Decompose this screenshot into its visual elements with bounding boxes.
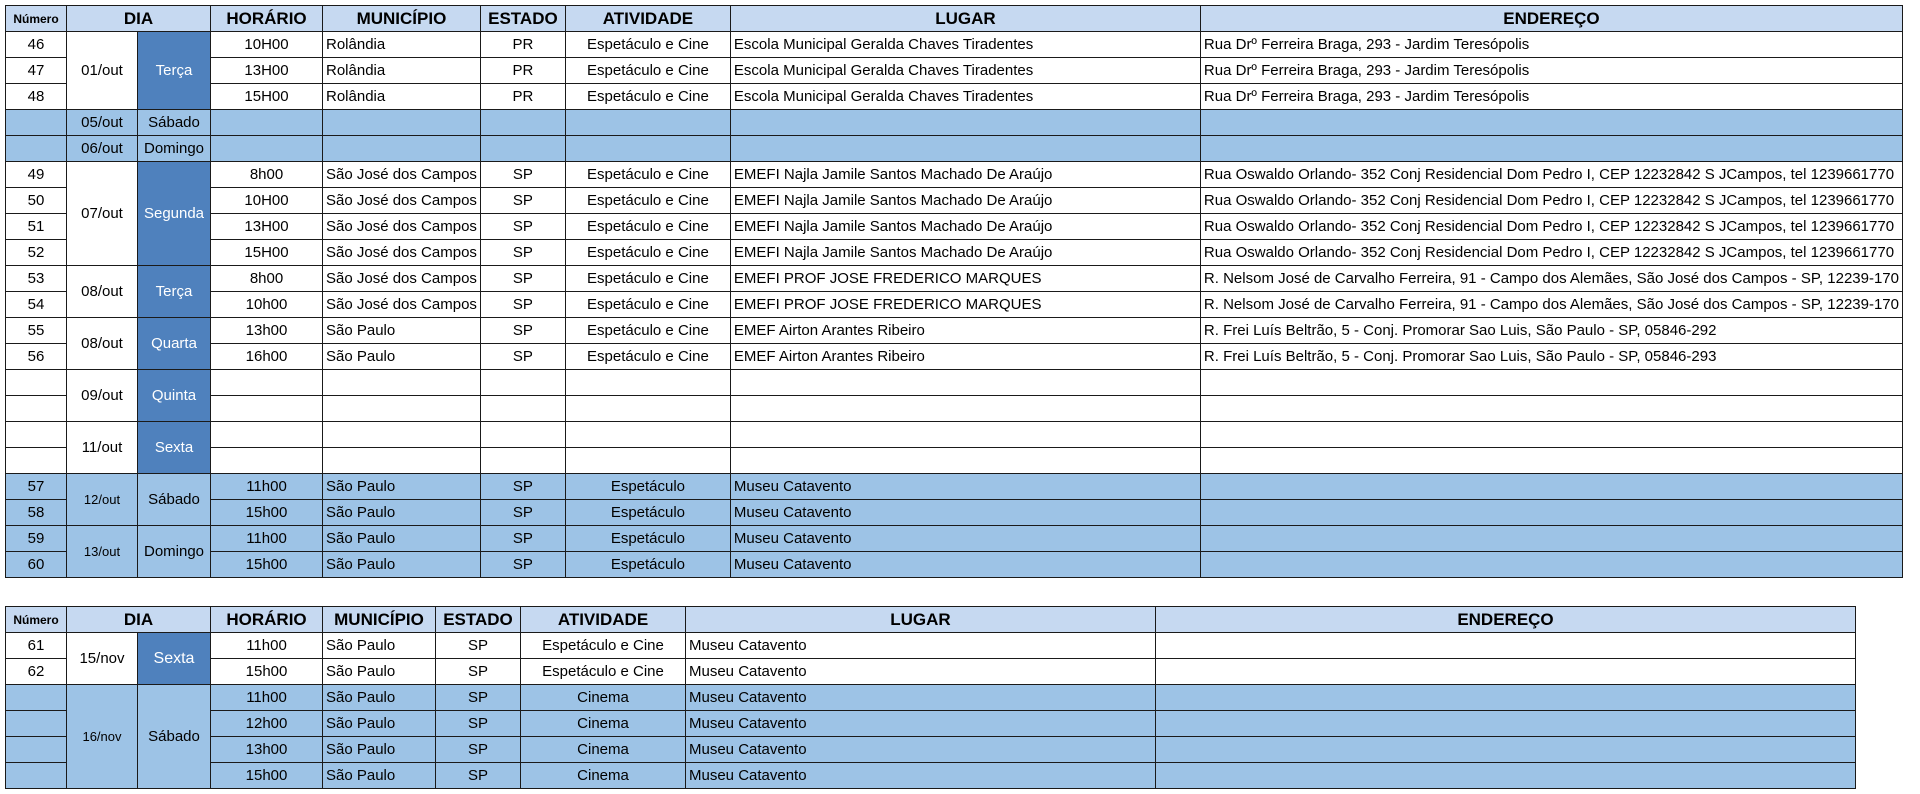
state-cell: SP: [480, 162, 565, 188]
place-cell: [730, 370, 1200, 396]
state-cell: SP: [480, 318, 565, 344]
activity-cell: Espetáculo e Cine: [521, 659, 686, 685]
state-cell: PR: [480, 58, 565, 84]
city-cell: São José dos Campos: [323, 240, 481, 266]
activity-cell: Cinema: [521, 711, 686, 737]
address-cell: [1200, 474, 1902, 500]
place-cell: [730, 136, 1200, 162]
weekday-cell: Domingo: [138, 526, 211, 578]
table-row: [6, 659, 1856, 685]
weekday-cell: Sexta: [138, 633, 211, 685]
place-cell: Museu Catavento: [730, 500, 1200, 526]
state-cell: SP: [480, 214, 565, 240]
place-cell: Museu Catavento: [730, 552, 1200, 578]
row-number: 51: [6, 214, 67, 240]
row-number: 58: [6, 500, 67, 526]
date-cell: 11/out: [67, 422, 138, 474]
time-cell: 15H00: [211, 84, 323, 110]
time-cell: [211, 110, 323, 136]
date-cell: 13/out: [67, 526, 138, 578]
city-cell: São José dos Campos: [323, 188, 481, 214]
activity-cell: Espetáculo e Cine: [521, 633, 686, 659]
place-cell: Museu Catavento: [686, 633, 1156, 659]
header-estado: ESTADO: [480, 6, 565, 32]
city-cell: São Paulo: [323, 318, 481, 344]
table-row: [6, 214, 1903, 240]
activity-cell: Espetáculo e Cine: [565, 188, 730, 214]
row-number: 52: [6, 240, 67, 266]
table-row: [6, 474, 1903, 500]
table-row: [6, 136, 1903, 162]
city-cell: [323, 422, 481, 448]
activity-cell: Espetáculo e Cine: [565, 318, 730, 344]
address-cell: [1200, 552, 1902, 578]
place-cell: Museu Catavento: [686, 737, 1156, 763]
date-cell: 08/out: [67, 266, 138, 318]
city-cell: São Paulo: [323, 500, 481, 526]
city-cell: São Paulo: [323, 685, 436, 711]
time-cell: 13h00: [211, 737, 323, 763]
header-horario: HORÁRIO: [211, 607, 323, 633]
table-row: [6, 292, 1903, 318]
place-cell: EMEFI Najla Jamile Santos Machado De Araújo: [730, 162, 1200, 188]
place-cell: Escola Municipal Geralda Chaves Tiradentes: [730, 58, 1200, 84]
activity-cell: Espetáculo: [565, 474, 730, 500]
place-cell: Escola Municipal Geralda Chaves Tiradentes: [730, 84, 1200, 110]
row-number: [6, 685, 67, 711]
activity-cell: [565, 396, 730, 422]
address-cell: [1200, 448, 1902, 474]
row-number: 55: [6, 318, 67, 344]
time-cell: [211, 370, 323, 396]
table-row: [6, 526, 1903, 552]
activity-cell: Cinema: [521, 685, 686, 711]
place-cell: Escola Municipal Geralda Chaves Tiradentes: [730, 32, 1200, 58]
state-cell: [480, 110, 565, 136]
activity-cell: Espetáculo e Cine: [565, 32, 730, 58]
header-horario: HORÁRIO: [211, 6, 323, 32]
time-cell: 15H00: [211, 240, 323, 266]
header-atividade: ATIVIDADE: [565, 6, 730, 32]
address-cell: Rua Oswaldo Orlando- 352 Conj Residencial Dom Pedro I, CEP 12232842 S JCampos, tel 1239661770: [1200, 188, 1902, 214]
place-cell: EMEFI PROF JOSE FREDERICO MARQUES: [730, 292, 1200, 318]
time-cell: [211, 448, 323, 474]
weekday-cell: Sábado: [138, 110, 211, 136]
place-cell: EMEF Airton Arantes Ribeiro: [730, 344, 1200, 370]
table-row: [6, 711, 1856, 737]
time-cell: 12h00: [211, 711, 323, 737]
row-number: [6, 763, 67, 789]
time-cell: 10H00: [211, 188, 323, 214]
state-cell: SP: [436, 659, 521, 685]
row-number: 47: [6, 58, 67, 84]
header-lugar: LUGAR: [686, 607, 1156, 633]
table-row: [6, 500, 1903, 526]
place-cell: Museu Catavento: [730, 474, 1200, 500]
place-cell: [730, 110, 1200, 136]
state-cell: SP: [436, 685, 521, 711]
row-number: [6, 136, 67, 162]
weekday-cell: Sábado: [138, 474, 211, 526]
address-cell: [1156, 633, 1856, 659]
state-cell: SP: [436, 763, 521, 789]
city-cell: [323, 136, 481, 162]
address-cell: Rua Drº Ferreira Braga, 293 - Jardim Teresópolis: [1200, 32, 1902, 58]
weekday-cell: Terça: [138, 32, 211, 110]
state-cell: PR: [480, 84, 565, 110]
header-lugar: LUGAR: [730, 6, 1200, 32]
time-cell: 13H00: [211, 58, 323, 84]
header-endereco: ENDEREÇO: [1156, 607, 1856, 633]
state-cell: [480, 448, 565, 474]
weekday-cell: Sábado: [138, 685, 211, 789]
time-cell: [211, 422, 323, 448]
time-cell: 11h00: [211, 685, 323, 711]
address-cell: Rua Drº Ferreira Braga, 293 - Jardim Teresópolis: [1200, 84, 1902, 110]
activity-cell: Espetáculo e Cine: [565, 292, 730, 318]
place-cell: Museu Catavento: [730, 526, 1200, 552]
state-cell: SP: [480, 474, 565, 500]
place-cell: [730, 448, 1200, 474]
place-cell: EMEF Airton Arantes Ribeiro: [730, 318, 1200, 344]
activity-cell: Espetáculo e Cine: [565, 162, 730, 188]
state-cell: SP: [480, 552, 565, 578]
state-cell: [480, 370, 565, 396]
date-cell: 06/out: [67, 136, 138, 162]
state-cell: [480, 422, 565, 448]
table-row: [6, 58, 1903, 84]
date-cell: 08/out: [67, 318, 138, 370]
date-cell: 07/out: [67, 162, 138, 266]
october-schedule-table: [5, 5, 1903, 578]
state-cell: SP: [480, 240, 565, 266]
activity-cell: Espetáculo: [565, 526, 730, 552]
address-cell: [1156, 711, 1856, 737]
address-cell: [1200, 422, 1902, 448]
city-cell: São Paulo: [323, 526, 481, 552]
table-row: [6, 633, 1856, 659]
row-number: [6, 422, 67, 448]
table-row: [6, 396, 1903, 422]
weekday-cell: Sexta: [138, 422, 211, 474]
table-row: [6, 370, 1903, 396]
activity-cell: [565, 110, 730, 136]
header-municipio: MUNICÍPIO: [323, 6, 481, 32]
activity-cell: Cinema: [521, 737, 686, 763]
address-cell: Rua Drº Ferreira Braga, 293 - Jardim Teresópolis: [1200, 58, 1902, 84]
city-cell: São José dos Campos: [323, 214, 481, 240]
table-row: [6, 737, 1856, 763]
activity-cell: [565, 448, 730, 474]
time-cell: [211, 136, 323, 162]
place-cell: EMEFI Najla Jamile Santos Machado De Araújo: [730, 240, 1200, 266]
table-row: [6, 552, 1903, 578]
time-cell: 11h00: [211, 474, 323, 500]
table-row: [6, 162, 1903, 188]
state-cell: SP: [480, 526, 565, 552]
place-cell: Museu Catavento: [686, 711, 1156, 737]
date-cell: 05/out: [67, 110, 138, 136]
november-schedule-table: [5, 606, 1856, 789]
weekday-cell: Domingo: [138, 136, 211, 162]
table-row: [6, 422, 1903, 448]
activity-cell: Espetáculo e Cine: [565, 344, 730, 370]
time-cell: 15h00: [211, 552, 323, 578]
city-cell: [323, 448, 481, 474]
header-numero: Número: [6, 607, 67, 633]
activity-cell: Espetáculo e Cine: [565, 58, 730, 84]
time-cell: 13h00: [211, 318, 323, 344]
date-cell: 01/out: [67, 32, 138, 110]
city-cell: São José dos Campos: [323, 162, 481, 188]
city-cell: Rolândia: [323, 84, 481, 110]
city-cell: Rolândia: [323, 58, 481, 84]
city-cell: São Paulo: [323, 344, 481, 370]
time-cell: 8h00: [211, 266, 323, 292]
state-cell: SP: [480, 266, 565, 292]
date-cell: 16/nov: [67, 685, 138, 789]
address-cell: R. Frei Luís Beltrão, 5 - Conj. Promorar Sao Luis, São Paulo - SP, 05846-293: [1200, 344, 1902, 370]
header-municipio: MUNICÍPIO: [323, 607, 436, 633]
state-cell: SP: [480, 292, 565, 318]
state-cell: SP: [436, 711, 521, 737]
table-row: [6, 188, 1903, 214]
row-number: 62: [6, 659, 67, 685]
date-cell: 09/out: [67, 370, 138, 422]
address-cell: [1156, 737, 1856, 763]
address-cell: [1156, 763, 1856, 789]
time-cell: [211, 396, 323, 422]
address-cell: [1200, 396, 1902, 422]
place-cell: Museu Catavento: [686, 659, 1156, 685]
header-row: [6, 6, 1903, 32]
place-cell: [730, 396, 1200, 422]
place-cell: Museu Catavento: [686, 685, 1156, 711]
city-cell: [323, 110, 481, 136]
header-dia: DIA: [67, 607, 211, 633]
header-row: [6, 607, 1856, 633]
time-cell: 11h00: [211, 633, 323, 659]
activity-cell: [565, 422, 730, 448]
city-cell: São Paulo: [323, 763, 436, 789]
state-cell: PR: [480, 32, 565, 58]
activity-cell: Espetáculo e Cine: [565, 214, 730, 240]
row-number: 60: [6, 552, 67, 578]
table-row: [6, 32, 1903, 58]
city-cell: São Paulo: [323, 552, 481, 578]
row-number: [6, 396, 67, 422]
place-cell: Museu Catavento: [686, 763, 1156, 789]
activity-cell: Espetáculo e Cine: [565, 240, 730, 266]
activity-cell: Espetáculo e Cine: [565, 84, 730, 110]
table-row: [6, 240, 1903, 266]
place-cell: EMEFI Najla Jamile Santos Machado De Araújo: [730, 188, 1200, 214]
table-row: [6, 344, 1903, 370]
city-cell: São Paulo: [323, 474, 481, 500]
place-cell: EMEFI PROF JOSE FREDERICO MARQUES: [730, 266, 1200, 292]
state-cell: SP: [436, 737, 521, 763]
time-cell: 11h00: [211, 526, 323, 552]
table-row: [6, 448, 1903, 474]
city-cell: Rolândia: [323, 32, 481, 58]
row-number: 61: [6, 633, 67, 659]
state-cell: [480, 396, 565, 422]
table-row: [6, 110, 1903, 136]
time-cell: 15h00: [211, 500, 323, 526]
address-cell: [1200, 526, 1902, 552]
city-cell: São Paulo: [323, 737, 436, 763]
address-cell: Rua Oswaldo Orlando- 352 Conj Residencial Dom Pedro I, CEP 12232842 S JCampos, tel 1239661770: [1200, 214, 1902, 240]
state-cell: SP: [436, 633, 521, 659]
state-cell: SP: [480, 188, 565, 214]
address-cell: Rua Oswaldo Orlando- 352 Conj Residencial Dom Pedro I, CEP 12232842 S JCampos, tel 1239661770: [1200, 240, 1902, 266]
time-cell: 13H00: [211, 214, 323, 240]
address-cell: [1200, 500, 1902, 526]
time-cell: 10H00: [211, 32, 323, 58]
header-estado: ESTADO: [436, 607, 521, 633]
address-cell: R. Frei Luís Beltrão, 5 - Conj. Promorar Sao Luis, São Paulo - SP, 05846-292: [1200, 318, 1902, 344]
city-cell: São Paulo: [323, 659, 436, 685]
row-number: [6, 110, 67, 136]
address-cell: [1156, 659, 1856, 685]
weekday-cell: Terça: [138, 266, 211, 318]
row-number: 53: [6, 266, 67, 292]
weekday-cell: Quinta: [138, 370, 211, 422]
header-endereco: ENDEREÇO: [1200, 6, 1902, 32]
time-cell: 8h00: [211, 162, 323, 188]
state-cell: [480, 136, 565, 162]
address-cell: R. Nelsom José de Carvalho Ferreira, 91 - Campo dos Alemães, São José dos Campos - SP, 12239-170: [1200, 266, 1902, 292]
activity-cell: Espetáculo e Cine: [565, 266, 730, 292]
activity-cell: Espetáculo: [565, 552, 730, 578]
row-number: 56: [6, 344, 67, 370]
time-cell: 15h00: [211, 659, 323, 685]
date-cell: 12/out: [67, 474, 138, 526]
row-number: [6, 370, 67, 396]
table-row: [6, 685, 1856, 711]
city-cell: [323, 396, 481, 422]
row-number: 46: [6, 32, 67, 58]
address-cell: [1200, 110, 1902, 136]
header-dia: DIA: [67, 6, 211, 32]
city-cell: São Paulo: [323, 711, 436, 737]
row-number: [6, 737, 67, 763]
row-number: 57: [6, 474, 67, 500]
table-row: [6, 318, 1903, 344]
address-cell: Rua Oswaldo Orlando- 352 Conj Residencial Dom Pedro I, CEP 12232842 S JCampos, tel 1239661770: [1200, 162, 1902, 188]
header-numero: Número: [6, 6, 67, 32]
city-cell: [323, 370, 481, 396]
city-cell: São José dos Campos: [323, 266, 481, 292]
row-number: 59: [6, 526, 67, 552]
address-cell: [1156, 685, 1856, 711]
place-cell: [730, 422, 1200, 448]
city-cell: São Paulo: [323, 633, 436, 659]
weekday-cell: Segunda: [138, 162, 211, 266]
activity-cell: [565, 370, 730, 396]
address-cell: [1200, 136, 1902, 162]
table-row: [6, 763, 1856, 789]
row-number: 48: [6, 84, 67, 110]
table-row: [6, 84, 1903, 110]
row-number: [6, 711, 67, 737]
time-cell: 16h00: [211, 344, 323, 370]
time-cell: 10h00: [211, 292, 323, 318]
state-cell: SP: [480, 344, 565, 370]
activity-cell: Cinema: [521, 763, 686, 789]
weekday-cell: Quarta: [138, 318, 211, 370]
row-number: 50: [6, 188, 67, 214]
address-cell: R. Nelsom José de Carvalho Ferreira, 91 - Campo dos Alemães, São José dos Campos - SP, 12239-170: [1200, 292, 1902, 318]
date-cell: 15/nov: [67, 633, 138, 685]
place-cell: EMEFI Najla Jamile Santos Machado De Araújo: [730, 214, 1200, 240]
header-atividade: ATIVIDADE: [521, 607, 686, 633]
address-cell: [1200, 370, 1902, 396]
row-number: 49: [6, 162, 67, 188]
city-cell: São José dos Campos: [323, 292, 481, 318]
state-cell: SP: [480, 500, 565, 526]
row-number: 54: [6, 292, 67, 318]
activity-cell: [565, 136, 730, 162]
table-row: [6, 266, 1903, 292]
time-cell: 15h00: [211, 763, 323, 789]
row-number: [6, 448, 67, 474]
activity-cell: Espetáculo: [565, 500, 730, 526]
